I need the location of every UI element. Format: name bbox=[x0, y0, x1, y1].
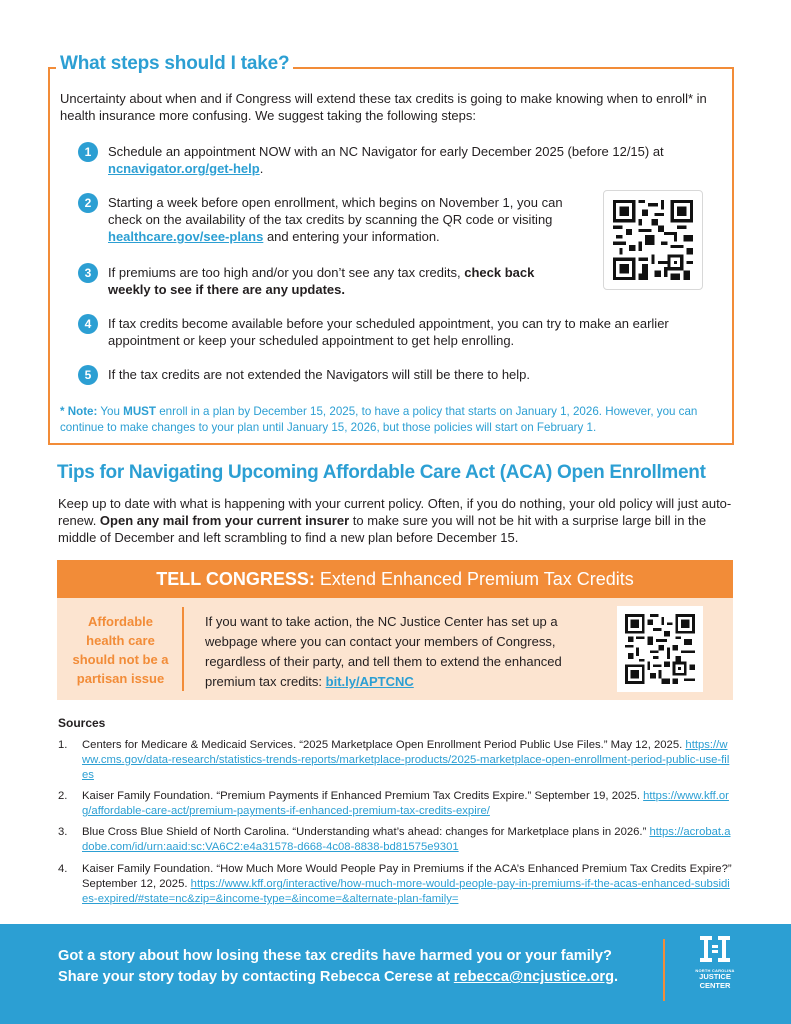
steps-title: What steps should I take? bbox=[56, 53, 293, 75]
source-link[interactable]: https://www.kff.org/affordable-care-act/premium-payments-if-enhanced-premium-tax-credits-expire/ bbox=[82, 790, 729, 817]
step-number-badge: 2 bbox=[78, 193, 98, 213]
qr-code-healthcare[interactable] bbox=[603, 190, 703, 290]
qr-code-congress[interactable] bbox=[617, 606, 703, 692]
justice-center-logo-icon bbox=[700, 936, 730, 962]
contact-email-link[interactable]: rebecca@ncjustice.org bbox=[453, 969, 615, 985]
ncnavigator-link[interactable]: ncnavigator.org/get-help bbox=[108, 161, 260, 176]
step-number-badge: 5 bbox=[78, 365, 98, 385]
aptcnc-link[interactable]: bit.ly/APTCNC bbox=[325, 674, 414, 689]
source-link[interactable]: https://www.kff.org/interactive/how-much-more-would-people-pay-in-premiums-if-the-acas-enhanced-subsidies-expired/#state=nc&zip=&income-type=&income=&alternate-plan-family= bbox=[82, 878, 730, 905]
step-1: 1 Schedule an appointment NOW with an NC Navigator for early December 2025 (before 12/15) at ncnavigator.org/get-help. bbox=[78, 143, 718, 177]
footer-divider bbox=[663, 939, 665, 1001]
enrollment-note: * Note: You MUST enroll in a plan by December 15, 2025, to have a policy that starts on January 1, 2026. However, you can continue to make changes to your plan until January 15, 2026, but those policies will start on February 1. bbox=[60, 405, 698, 434]
source-link[interactable]: https://acrobat.adobe.com/id/urn:aaid:sc:VA6C2:e4a31578-d668-4c08-8838-bd81575e9301 bbox=[82, 826, 731, 853]
source-item: 2. Kaiser Family Foundation. “Premium Payments if Enhanced Premium Tax Credits Expire.” September 19, 2025. https://www.kff.org/affordable-care-act/premium-payments-if-enhanced-premium-tax-credits-expire/ bbox=[58, 790, 729, 817]
tips-body: Keep up to date with what is happening with your current policy. Often, if you do nothing, your old policy will just auto-renew. Open any mail from your current insurer to make sure you will not be hit with a surprise large bill in the middle of December and left scrambling to find a new plan before December 15. bbox=[58, 496, 732, 545]
step-number-badge: 3 bbox=[78, 263, 98, 283]
nc-justice-center-logo: NORTH CAROLINA JUSTICE CENTER bbox=[690, 936, 740, 990]
qr-code-icon bbox=[613, 200, 693, 280]
step-4: 4 If tax credits become available before your scheduled appointment, you can try to make an earlier appointment or keep your scheduled appointment to get help enrolling. bbox=[78, 315, 718, 349]
source-item: 3. Blue Cross Blue Shield of North Carolina. “Understanding what’s ahead: changes for Marketplace plans in 2026.” https://acrobat.adobe.com/id/urn:aaid:sc:VA6C2:e4a31578-d668-4c08-8838-bd81575e9301 bbox=[58, 826, 731, 853]
tell-congress-text: If you want to take action, the NC Justice Center has set up a webpage where you can contact your members of Congress, regardless of their party, and tell them to extend the enhanced premium tax credits: bit.ly/APTCNC bbox=[205, 614, 562, 689]
sources-title: Sources bbox=[58, 716, 106, 730]
step-3: 3 If premiums are too high and/or you don’t see any tax credits, check back weekly to see if there are any updates. bbox=[78, 264, 578, 298]
steps-intro: Uncertainty about when and if Congress will extend these tax credits is going to make knowing when to enroll* in health insurance more confusing. We suggest taking the following steps: bbox=[60, 91, 707, 123]
step-number-badge: 1 bbox=[78, 142, 98, 162]
step-2: 2 Starting a week before open enrollment, which begins on November 1, you can check on the availability of the tax credits by scanning the QR code or visiting healthcare.gov/see-plans and entering your information. bbox=[78, 194, 578, 245]
step-number-badge: 4 bbox=[78, 314, 98, 334]
source-item: 1. Centers for Medicare & Medicaid Services. “2025 Marketplace Open Enrollment Period Public Use Files.” May 12, 2025. https://www.cms.gov/data-research/statistics-trends-reports/marketplace-products/2025-marketplace-open-enrollment-period-public-use-files bbox=[58, 739, 730, 781]
footer-text: Got a story about how losing these tax credits have harmed you or your family? Share your story today by contacting Rebecca Cerese at rebecca@ncjustice.org. bbox=[58, 948, 619, 985]
healthcare-gov-link[interactable]: healthcare.gov/see-plans bbox=[108, 229, 264, 244]
callout-divider bbox=[182, 607, 184, 691]
tips-title: Tips for Navigating Upcoming Affordable Care Act (ACA) Open Enrollment bbox=[57, 462, 706, 483]
partisan-callout: Affordable health care should not be a partisan issue bbox=[72, 614, 169, 686]
source-link[interactable]: https://www.cms.gov/data-research/statistics-trends-reports/marketplace-products/2025-marketplace-open-enrollment-period-public-use-files bbox=[82, 739, 730, 781]
qr-code-icon bbox=[625, 614, 695, 684]
step-5: 5 If the tax credits are not extended the Navigators will still be there to help. bbox=[78, 366, 718, 385]
tell-congress-header: TELL CONGRESS: Extend Enhanced Premium Tax Credits bbox=[57, 560, 733, 598]
source-item: 4. Kaiser Family Foundation. “How Much More Would People Pay in Premiums if the ACA’s Enhanced Premium Tax Credits Expire?” September 12, 2025. https://www.kff.org/interactive/how-much-more-would-people-pay-in-premiums-if-the-acas-enhanced-subsidies-expired/#state=nc&zip=&income-type=&income=&alternate-plan-family= bbox=[58, 863, 732, 905]
